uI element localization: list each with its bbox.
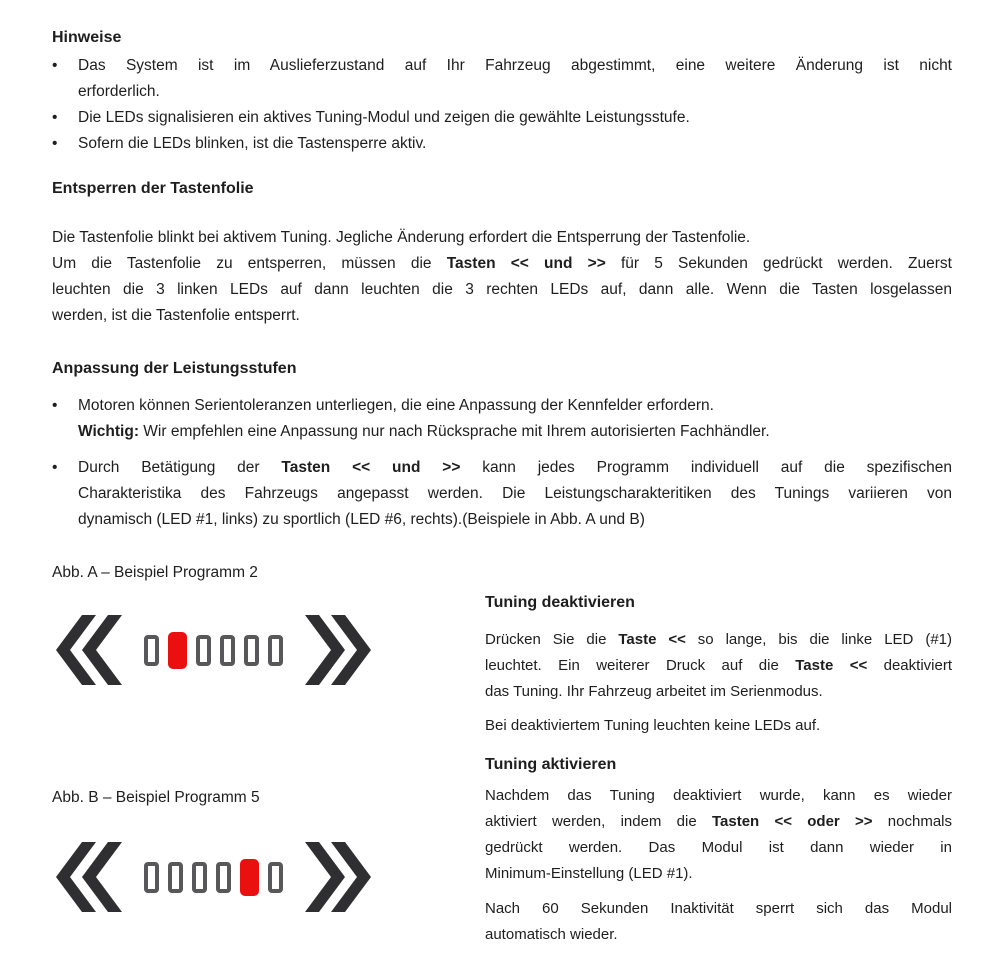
led-indicator: [216, 862, 231, 893]
paragraph-anpassung-1a: Motoren können Serientoleranzen unterliegen, die eine Anpassung der Kennfelder erfordern.: [78, 397, 714, 414]
chevron-double-right-icon: [305, 615, 371, 685]
bullet-icon: •: [52, 397, 58, 414]
figure-b-led-display: [52, 842, 485, 912]
bullet-icon: •: [52, 459, 58, 476]
paragraph-hinweise-2: Die LEDs signalisieren ein aktives Tuning-Modul und zeigen die gewählte Leistungsstufe.: [78, 109, 690, 126]
bullet-icon: •: [52, 109, 58, 126]
led-indicator: [192, 862, 207, 893]
figure-b-caption: Abb. B – Beispiel Programm 5: [52, 789, 260, 806]
led-indicator: [268, 862, 283, 893]
paragraph-hinweise-1: Das System ist im Auslieferzustand auf Ihr Fahrzeug abgestimmt, eine weitere Änderung ist nicht erforderlich.: [78, 57, 952, 100]
instructions-column: [485, 557, 952, 948]
bullet-item: [52, 105, 952, 131]
heading-anpassung: Anpassung der Leistungsstufen: [52, 360, 297, 377]
paragraph-anpassung-1b: Wichtig: Wir empfehlen eine Anpassung nur nach Rücksprache mit Ihrem autorisierten Fachhändler.: [78, 423, 770, 440]
chevron-double-left-icon: [56, 615, 122, 685]
led-indicator: [196, 635, 211, 666]
heading-tuning-deaktivieren: Tuning deaktivieren: [485, 594, 635, 611]
led-indicator: [244, 635, 259, 666]
paragraph-entsperren-2: Um die Tastenfolie zu entsperren, müssen die Tasten << und >> für 5 Sekunden gedrückt werden. Zuerst leuchten die 3 linken LEDs auf dann leuchten die 3 rechten LEDs auf, dann alle. Wenn die Tasten losgelassen werden, ist die Tastenfolie entsperrt.: [52, 255, 952, 324]
figures-and-instructions: [52, 557, 952, 948]
led-indicator: [168, 862, 183, 893]
paragraph-deaktivieren-1: Drücken Sie die Taste << so lange, bis die linke LED (#1) leuchtet. Ein weiterer Druck auf die Taste << deaktiviert das Tuning. Ihr Fahrzeug arbeitet im Serienmodus.: [485, 631, 952, 700]
figure-a-caption: Abb. A – Beispiel Programm 2: [52, 564, 258, 581]
led-indicator: [268, 635, 283, 666]
paragraph-hinweise-3: Sofern die LEDs blinken, ist die Tastensperre aktiv.: [78, 135, 427, 152]
paragraph-aktivieren-2: Nach 60 Sekunden Inaktivität sperrt sich das Modul automatisch wieder.: [485, 900, 952, 943]
bullet-icon: •: [52, 135, 58, 152]
paragraph-entsperren-1: Die Tastenfolie blinkt bei aktivem Tuning. Jegliche Änderung erfordert die Entsperrung der Tastenfolie.: [52, 229, 751, 246]
bullet-icon: •: [52, 57, 58, 74]
paragraph-anpassung-1: [78, 393, 952, 445]
figure-a-led-display: [52, 615, 485, 685]
paragraph-aktivieren-1: Nachdem das Tuning deaktiviert wurde, kann es wieder aktiviert werden, indem die Tasten << oder >> nochmals gedrückt werden. Das Modul ist dann wieder in Minimum-Einstellung (LED #1).: [485, 787, 952, 882]
chevron-double-left-icon: [56, 842, 122, 912]
heading-tuning-aktivieren: Tuning aktivieren: [485, 756, 617, 773]
led-indicator: [220, 635, 235, 666]
led-indicator-active: [168, 632, 187, 669]
led-row: [144, 632, 283, 669]
led-indicator: [144, 862, 159, 893]
paragraph-deaktivieren-2: Bei deaktiviertem Tuning leuchten keine LEDs auf.: [485, 717, 821, 734]
bullet-item: [52, 53, 952, 105]
bullet-item: [52, 393, 952, 445]
led-indicator-active: [240, 859, 259, 896]
heading-entsperren: Entsperren der Tastenfolie: [52, 180, 254, 197]
chevron-double-right-icon: [305, 842, 371, 912]
paragraph-anpassung-2: Durch Betätigung der Tasten << und >> kann jedes Programm individuell auf die spezifischen Charakteristika des Fahrzeugs angepasst werden. Die Leistungscharakteritiken des Tunings variieren von dynamisch (LED #1, links) zu sportlich (LED #6, rechts).(Beispiele in Abb. A und B): [78, 459, 952, 528]
led-row: [144, 859, 283, 896]
heading-hinweise: Hinweise: [52, 29, 122, 46]
figures-column: [52, 557, 485, 948]
bullet-item: [52, 131, 952, 157]
bullet-item: [52, 455, 952, 533]
led-indicator: [144, 635, 159, 666]
